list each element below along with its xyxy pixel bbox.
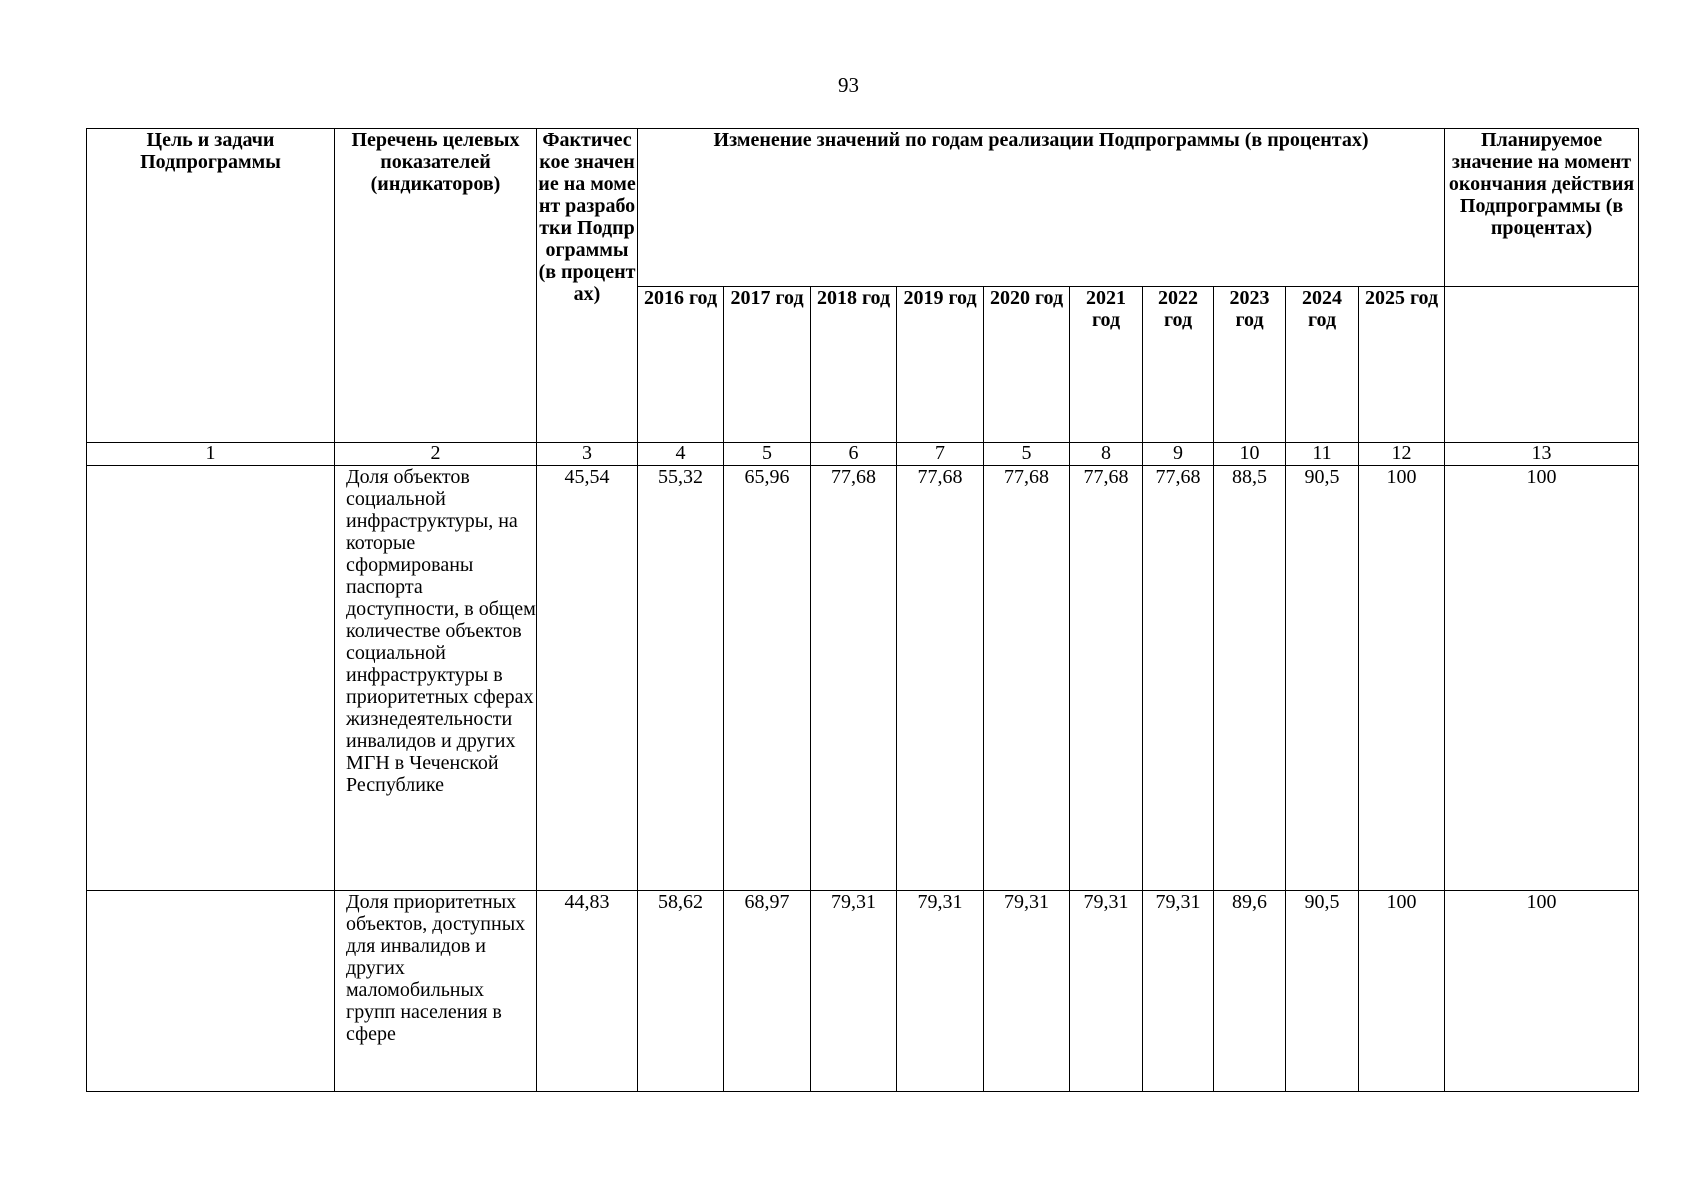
header-planned: Планируемое значение на момент окончания действия Подпрограммы (в процентах) [1445, 129, 1639, 287]
goal-cell [87, 891, 335, 1092]
year-value: 68,97 [724, 891, 811, 1092]
year-value: 55,32 [638, 466, 724, 891]
year-value: 90,5 [1286, 466, 1359, 891]
column-number: 7 [897, 443, 984, 466]
table-row [87, 891, 1639, 1092]
column-number: 1 [87, 443, 335, 466]
header-actual: Фактическое значение на момент разработки Подпрограммы (в процентах) [537, 129, 638, 443]
year-value: 100 [1359, 466, 1445, 891]
column-number: 5 [724, 443, 811, 466]
planned-value: 100 [1445, 891, 1639, 1092]
header-year: 2022 год [1143, 287, 1214, 443]
actual-value: 45,54 [537, 466, 638, 891]
year-value: 100 [1359, 891, 1445, 1092]
year-value: 77,68 [1143, 466, 1214, 891]
column-number: 5 [984, 443, 1070, 466]
header-year: 2021 год [1070, 287, 1143, 443]
table-row [87, 466, 1639, 891]
header-indicators: Перечень целевых показателей (индикаторов) [335, 129, 537, 443]
header-year: 2025 год [1359, 287, 1445, 443]
goal-cell [87, 466, 335, 891]
header-year: 2020 год [984, 287, 1070, 443]
year-value: 65,96 [724, 466, 811, 891]
column-number: 13 [1445, 443, 1639, 466]
column-number: 4 [638, 443, 724, 466]
header-year: 2018 год [811, 287, 897, 443]
actual-value: 44,83 [537, 891, 638, 1092]
column-number: 3 [537, 443, 638, 466]
indicators-table [86, 128, 1639, 1092]
header-planned-empty [1445, 287, 1639, 443]
year-value: 77,68 [897, 466, 984, 891]
column-number: 12 [1359, 443, 1445, 466]
column-number: 10 [1214, 443, 1286, 466]
column-number: 9 [1143, 443, 1214, 466]
header-year: 2017 год [724, 287, 811, 443]
indicator-cell: Доля объектов социальной инфраструктуры, на которые сформированы паспорта доступности, в общем количестве объектов социальной инфраструктуры в приоритетных сферах жизнедеятельности инвалидов и других МГН в Чеченской Республике [335, 466, 537, 891]
column-number: 2 [335, 443, 537, 466]
header-year: 2016 год [638, 287, 724, 443]
page-number: 93 [838, 73, 859, 97]
year-value: 77,68 [811, 466, 897, 891]
header-goal: Цель и задачи Подпрограммы [87, 129, 335, 443]
header-year: 2023 год [1214, 287, 1286, 443]
column-number: 11 [1286, 443, 1359, 466]
planned-value: 100 [1445, 466, 1639, 891]
year-value: 79,31 [811, 891, 897, 1092]
year-value: 58,62 [638, 891, 724, 1092]
year-value: 79,31 [1143, 891, 1214, 1092]
year-value: 79,31 [1070, 891, 1143, 1092]
header-year: 2019 год [897, 287, 984, 443]
year-value: 79,31 [984, 891, 1070, 1092]
year-value: 79,31 [897, 891, 984, 1092]
year-value: 90,5 [1286, 891, 1359, 1092]
indicator-cell: Доля приоритетных объектов, доступных для инвалидов и других маломобильных групп населения в сфере [335, 891, 537, 1092]
year-value: 77,68 [1070, 466, 1143, 891]
column-number: 8 [1070, 443, 1143, 466]
header-year: 2024 год [1286, 287, 1359, 443]
year-value: 88,5 [1214, 466, 1286, 891]
year-value: 89,6 [1214, 891, 1286, 1092]
header-change-by-year: Изменение значений по годам реализации Подпрограммы (в процентах) [638, 129, 1445, 287]
column-number: 6 [811, 443, 897, 466]
year-value: 77,68 [984, 466, 1070, 891]
